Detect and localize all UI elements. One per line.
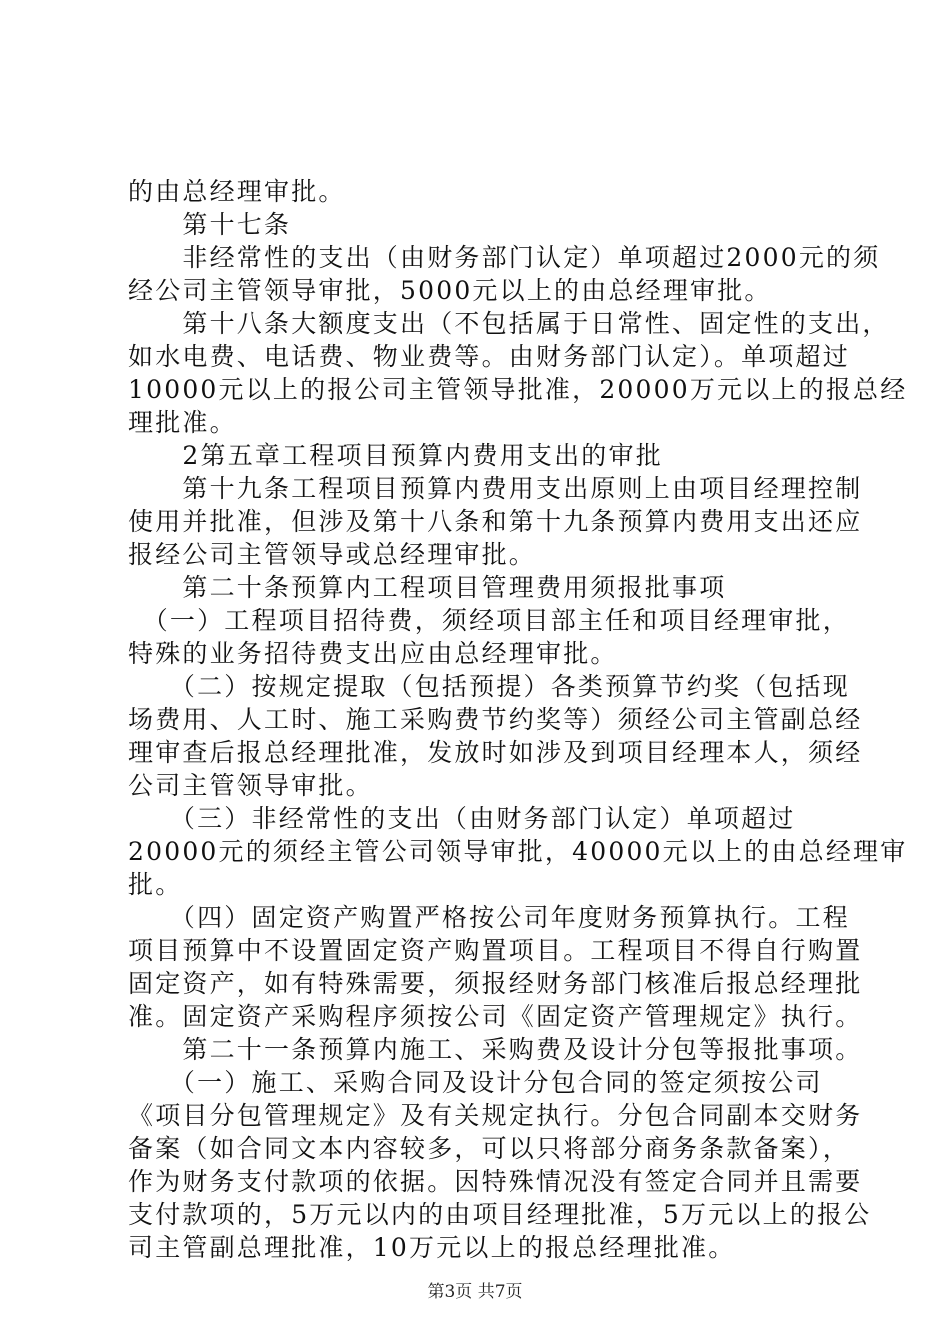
text-line: 场费用、人工时、施工采购费节约奖等）须经公司主管副总经 [128, 705, 863, 734]
text-line: 的由总经理审批。 [128, 177, 346, 206]
text-line: 10000元以上的报公司主管领导批准，20000万元以上的报总经 [128, 375, 908, 404]
text-line: （三）非经常性的支出（由财务部门认定）单项超过 [128, 804, 796, 833]
text-line: 《项目分包管理规定》及有关规定执行。分包合同副本交财务 [128, 1101, 863, 1130]
text-line: 非经常性的支出（由财务部门认定）单项超过2000元的须 [128, 243, 881, 272]
text-line: 作为财务支付款项的依据。因特殊情况没有签定合同并且需要 [128, 1167, 863, 1196]
text-line: 经公司主管领导审批，5000元以上的由总经理审批。 [128, 276, 772, 305]
text-line: 第十七条 [128, 210, 292, 239]
text-line: 20000元的须经主管公司领导审批，40000元以上的由总经理审 [128, 837, 908, 866]
text-line: 第二十条预算内工程项目管理费用须报批事项 [128, 573, 727, 602]
page-number-footer: 第3页 共7页 [427, 1282, 523, 1302]
text-line: 公司主管领导审批。 [128, 771, 373, 800]
text-line: 固定资产，如有特殊需要，须报经财务部门核准后报总经理批 [128, 969, 863, 998]
text-line: 准。固定资产采购程序须按公司《固定资产管理规定》执行。 [128, 1002, 863, 1031]
text-line: 理审查后报总经理批准，发放时如涉及到项目经理本人，须经 [128, 738, 863, 767]
text-line: 第二十一条预算内施工、采购费及设计分包等报批事项。 [128, 1035, 863, 1064]
text-line: 报经公司主管领导或总经理审批。 [128, 540, 537, 569]
text-line: 2第五章工程项目预算内费用支出的审批 [128, 441, 663, 470]
text-line: 项目预算中不设置固定资产购置项目。工程项目不得自行购置 [128, 936, 863, 965]
text-line: 第十八条大额度支出（不包括属于日常性、固定性的支出， [128, 309, 890, 338]
text-line: 支付款项的，5万元以内的由项目经理批准，5万元以上的报公 [128, 1200, 872, 1229]
text-line: 理批准。 [128, 408, 237, 437]
text-line: 如水电费、电话费、物业费等。由财务部门认定）。单项超过 [128, 342, 850, 371]
text-line: 备案（如合同文本内容较多，可以只将部分商务条款备案）， [128, 1134, 850, 1163]
text-line: 第十九条工程项目预算内费用支出原则上由项目经理控制 [128, 474, 863, 503]
text-line: 特殊的业务招待费支出应由总经理审批。 [128, 639, 618, 668]
text-line: （一）工程项目招待费，须经项目部主任和项目经理审批， [128, 606, 850, 635]
text-line: （一）施工、采购合同及设计分包合同的签定须按公司 [128, 1068, 823, 1097]
text-line: （四）固定资产购置严格按公司年度财务预算执行。工程 [128, 903, 850, 932]
text-line: （二）按规定提取（包括预提）各类预算节约奖（包括现 [128, 672, 850, 701]
text-line: 批。 [128, 870, 183, 899]
text-line: 使用并批准，但涉及第十八条和第十九条预算内费用支出还应 [128, 507, 863, 536]
text-line: 司主管副总理批准，10万元以上的报总经理批准。 [128, 1233, 736, 1262]
